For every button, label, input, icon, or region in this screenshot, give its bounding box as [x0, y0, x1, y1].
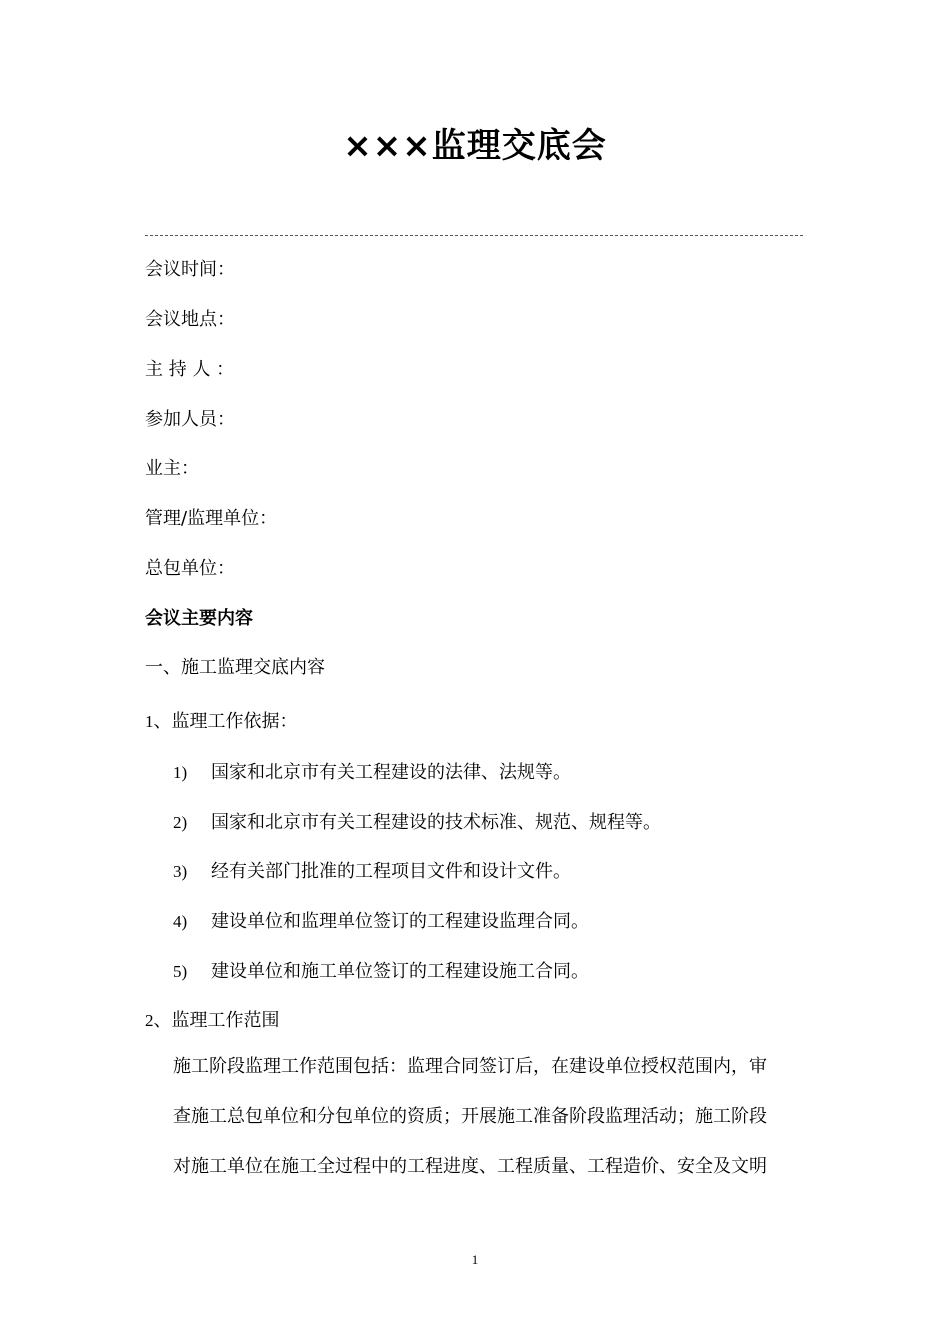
basis-number: 1 [145, 712, 154, 731]
list-item-number: 4) [173, 912, 188, 931]
basis-heading [145, 710, 298, 734]
meeting-host-label: 主 持 人 ： [145, 359, 235, 380]
meeting-attendees-label: 参加人员： [145, 409, 235, 430]
list-item-text: 国家和北京市有关工程建设的技术标准、规范、规程等。 [211, 812, 661, 833]
scope-paragraph-line: 查施工总包单位和分包单位的资质；开展施工准备阶段监理活动；施工阶段 [173, 1106, 767, 1127]
basis-list-item [173, 910, 589, 934]
list-item-text: 国家和北京市有关工程建设的法律、法规等。 [211, 762, 571, 783]
list-item-text: 建设单位和监理单位签订的工程建设监理合同。 [211, 911, 589, 932]
contractor-unit-label: 总包单位： [145, 558, 235, 579]
scope-paragraph-line: 对施工单位在施工全过程中的工程进度、工程质量、工程造价、安全及文明 [173, 1156, 767, 1177]
basis-list-item [173, 860, 571, 884]
section-one-heading: 一、施工监理交底内容 [145, 657, 325, 678]
meeting-time-label: 会议时间： [145, 259, 235, 280]
basis-list-item [173, 960, 589, 984]
basis-list-item [173, 761, 571, 785]
list-item-number: 1) [173, 763, 188, 782]
document-title: ×××监理交底会 [343, 126, 607, 166]
list-item-text: 建设单位和施工单位签订的工程建设施工合同。 [211, 961, 589, 982]
owner-label: 业主： [145, 458, 199, 479]
list-item-text: 经有关部门批准的工程项目文件和设计文件。 [211, 861, 571, 882]
scope-number: 2 [145, 1011, 154, 1030]
basis-list-item [173, 811, 661, 835]
main-content-heading: 会议主要内容 [145, 608, 253, 629]
list-item-number: 3) [173, 862, 188, 881]
list-item-number: 2) [173, 813, 188, 832]
dashed-divider [145, 235, 803, 236]
scope-heading-text: 、监理工作范围 [153, 1010, 280, 1031]
basis-heading-text: 、监理工作依据： [153, 711, 298, 732]
page-number: 1 [471, 1252, 479, 1267]
supervisor-unit-label: 管理/监理单位： [145, 508, 278, 529]
meeting-place-label: 会议地点： [145, 309, 235, 330]
scope-paragraph-line: 施工阶段监理工作范围包括：监理合同签订后，在建设单位授权范围内，审 [173, 1056, 767, 1077]
scope-heading [145, 1009, 280, 1033]
list-item-number: 5) [173, 962, 188, 981]
